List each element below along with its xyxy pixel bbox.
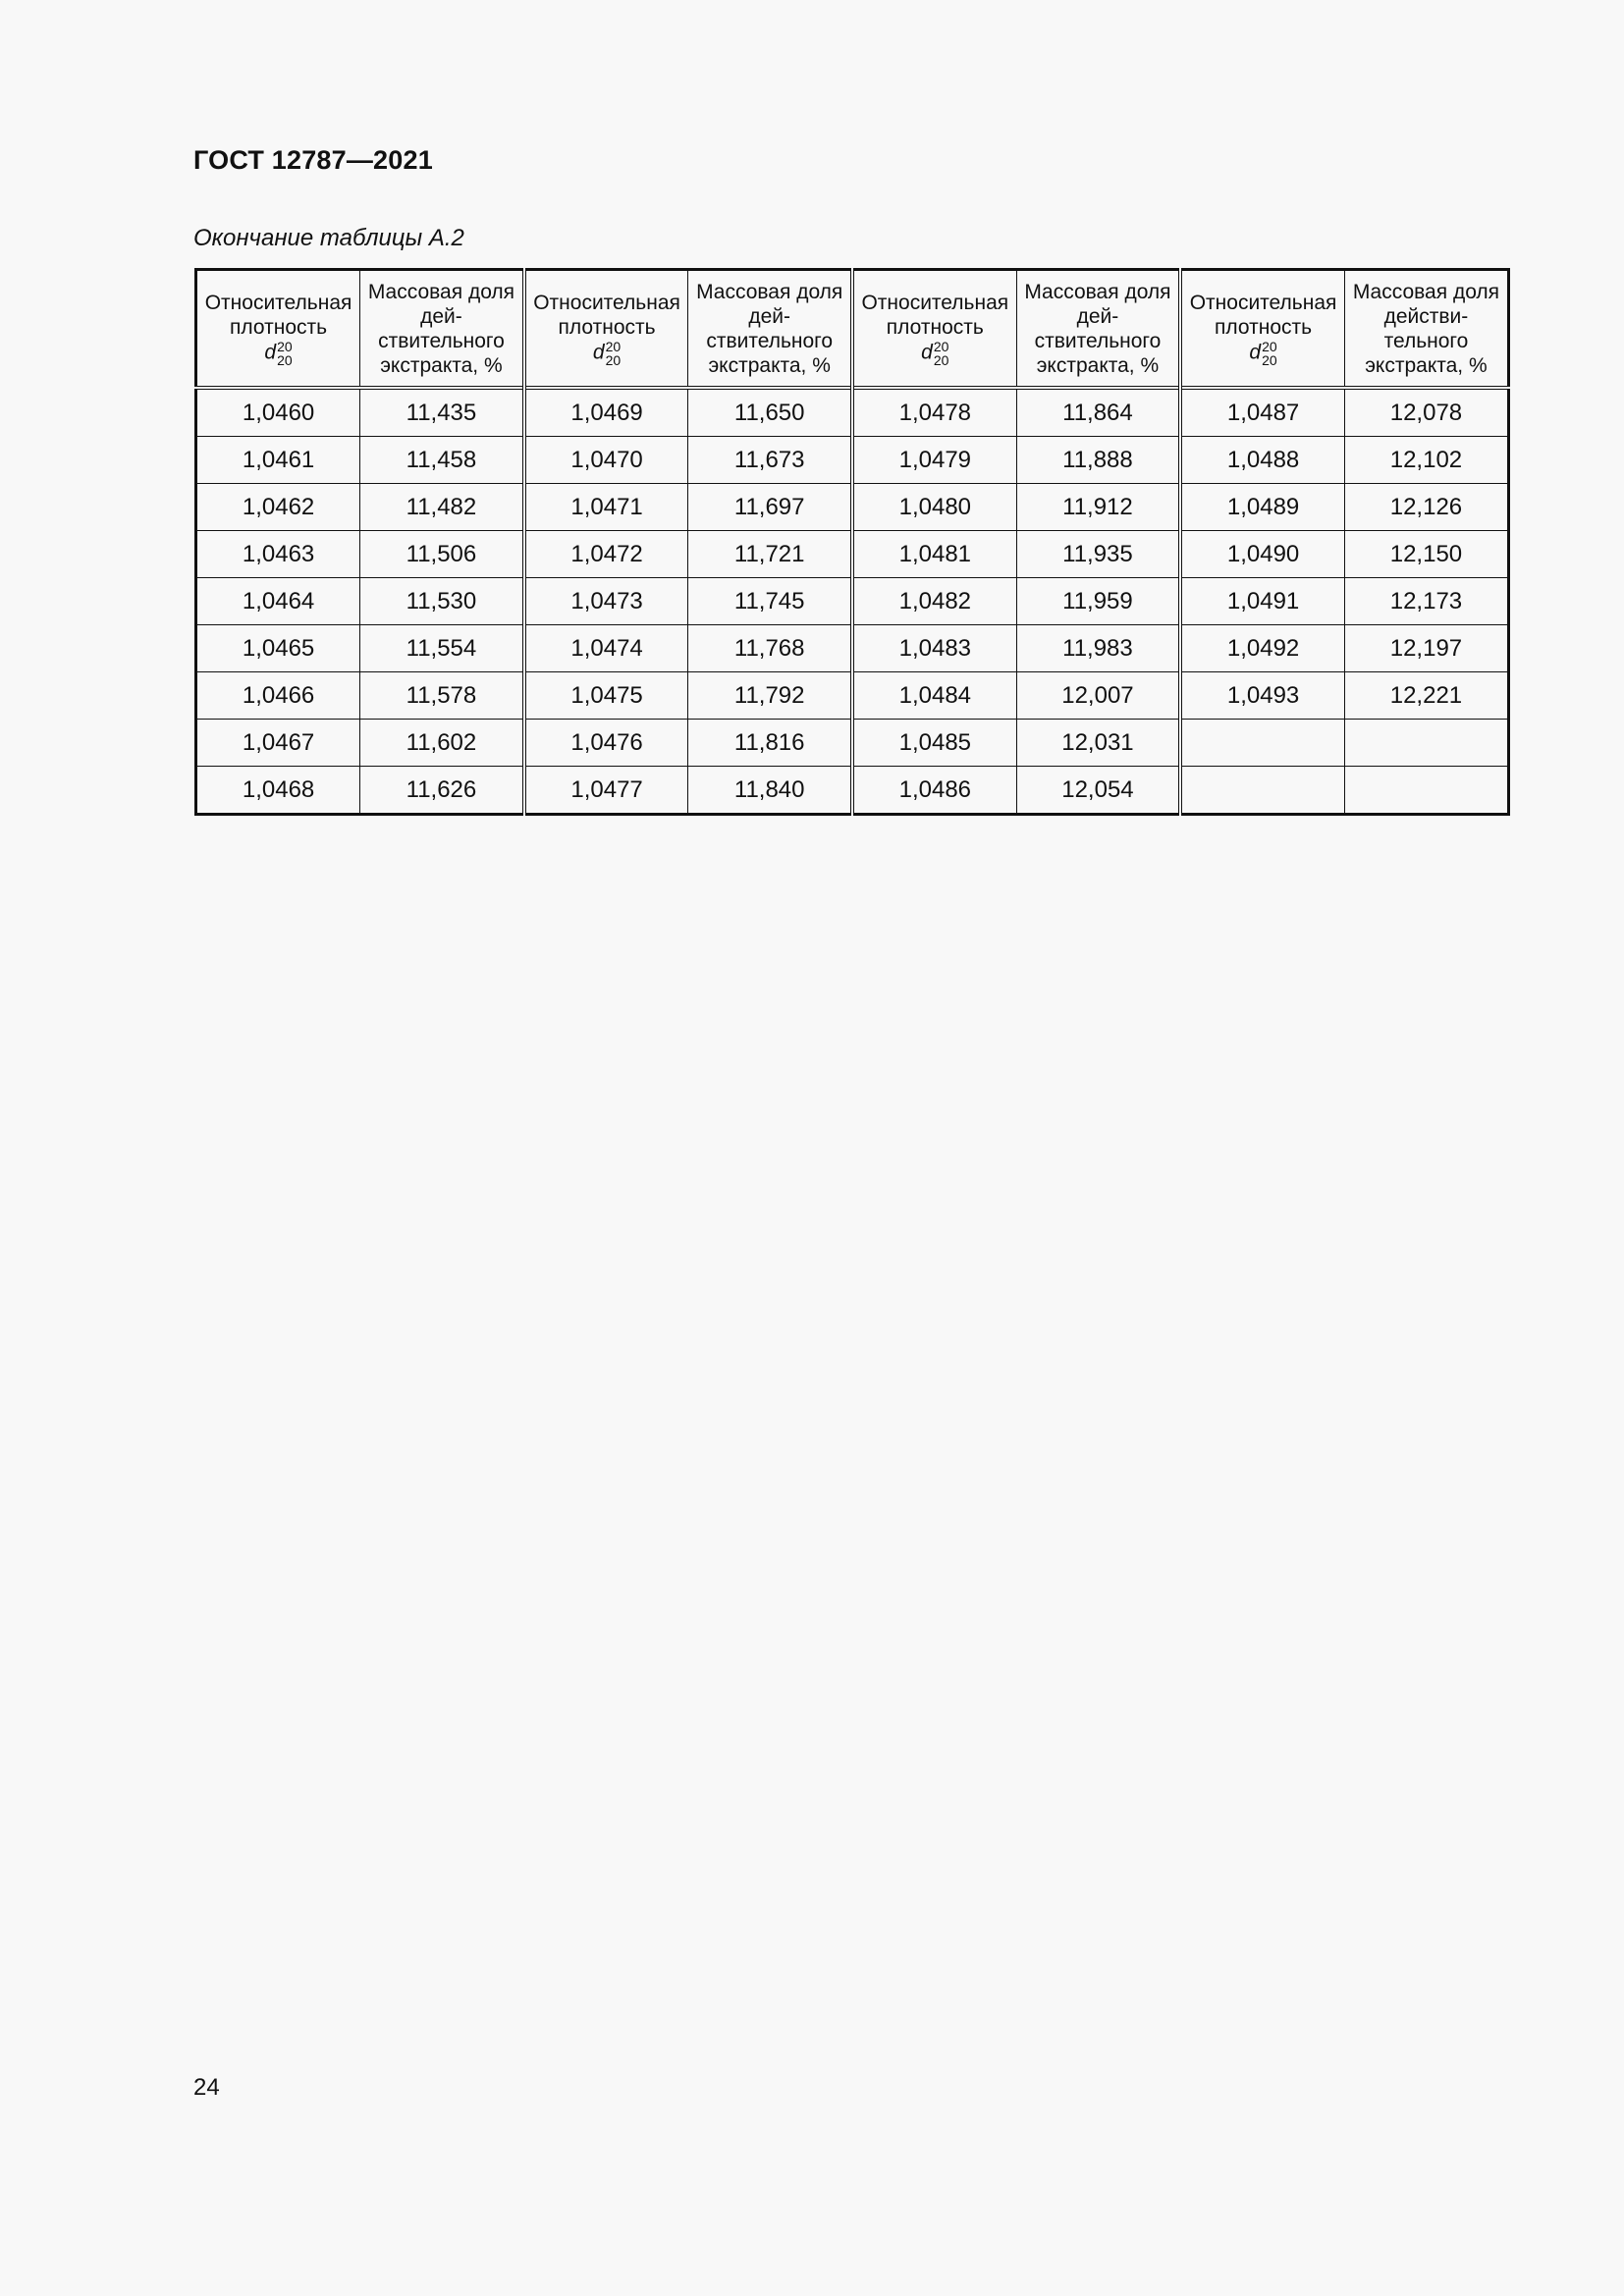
density-superscript: 20 [1262,338,1277,354]
density-cell: 1,0468 [196,767,360,815]
density-cell: 1,0479 [852,437,1016,484]
density-symbol-letter: d [1249,341,1262,364]
extract-cell: 11,530 [360,578,524,625]
density-cell: 1,0471 [524,484,688,531]
density-symbol-indices [277,340,293,367]
header-relative-density [1180,270,1344,389]
extract-cell: 12,102 [1344,437,1508,484]
density-cell: 1,0466 [196,672,360,720]
density-symbol-letter: d [592,341,605,364]
density-cell: 1,0465 [196,625,360,672]
header-line: Относительная [204,291,352,314]
extract-cell: 12,007 [1016,672,1180,720]
extract-cell: 11,458 [360,437,524,484]
density-cell: 1,0487 [1180,388,1344,437]
extract-cell: 12,221 [1344,672,1508,720]
extract-cell: 11,816 [688,720,852,767]
header-text: Массовая доля дей-ствительного экстракта, % [696,280,843,377]
extract-cell: 11,435 [360,388,524,437]
extract-cell: 11,721 [688,531,852,578]
extract-cell: 11,673 [688,437,852,484]
header-text: Массовая доля дей-ствительного экстракта, % [1024,280,1171,377]
density-symbol [921,340,948,367]
density-cell: 1,0464 [196,578,360,625]
extract-cell: 11,912 [1016,484,1180,531]
table-row [196,484,1509,531]
extract-cell: 11,697 [688,484,852,531]
extract-cell: 11,792 [688,672,852,720]
extract-cell: 11,840 [688,767,852,815]
extract-cell: 11,554 [360,625,524,672]
table-row [196,388,1509,437]
extract-cell: 11,864 [1016,388,1180,437]
density-symbol-letter: d [264,341,277,364]
page-number: 24 [193,2074,220,2101]
density-cell: 1,0493 [1180,672,1344,720]
table-row [196,531,1509,578]
density-cell: 1,0470 [524,437,688,484]
density-superscript: 20 [933,338,949,354]
density-symbol-indices [934,340,949,367]
density-cell: 1,0481 [852,531,1016,578]
density-cell: 1,0476 [524,720,688,767]
extract-cell: 11,506 [360,531,524,578]
density-cell: 1,0485 [852,720,1016,767]
density-symbol-letter: d [921,341,933,364]
table-row [196,437,1509,484]
extract-cell: 11,578 [360,672,524,720]
density-cell: 1,0488 [1180,437,1344,484]
extract-cell [1344,720,1508,767]
density-subscript: 20 [277,351,293,368]
header-mass-fraction [688,270,852,389]
extract-cell: 12,173 [1344,578,1508,625]
extract-cell: 11,768 [688,625,852,672]
density-subscript: 20 [605,351,622,368]
density-cell: 1,0461 [196,437,360,484]
density-cell: 1,0472 [524,531,688,578]
density-cell: 1,0477 [524,767,688,815]
density-cell: 1,0462 [196,484,360,531]
density-superscript: 20 [605,338,622,354]
extract-cell: 11,959 [1016,578,1180,625]
density-subscript: 20 [1262,351,1277,368]
extract-cell: 11,888 [1016,437,1180,484]
density-cell: 1,0460 [196,388,360,437]
header-text: Массовая доля дей-ствительного экстракта, % [367,280,515,377]
header-relative-density [196,270,360,389]
header-mass-fraction [1016,270,1180,389]
density-cell: 1,0482 [852,578,1016,625]
extract-cell: 11,745 [688,578,852,625]
header-mass-fraction [1344,270,1508,389]
extract-cell: 11,626 [360,767,524,815]
density-cell: 1,0467 [196,720,360,767]
extract-cell [1344,767,1508,815]
density-cell: 1,0484 [852,672,1016,720]
density-extract-table [194,268,1510,816]
extract-cell: 11,983 [1016,625,1180,672]
extract-cell: 12,197 [1344,625,1508,672]
density-subscript: 20 [933,351,949,368]
density-cell: 1,0469 [524,388,688,437]
table-header [196,270,1509,389]
table-row [196,578,1509,625]
density-cell [1180,720,1344,767]
density-symbol [1249,340,1276,367]
density-symbol [264,340,292,367]
extract-cell: 11,650 [688,388,852,437]
header-mass-fraction [360,270,524,389]
header-line: плотность [558,315,656,339]
extract-cell: 12,150 [1344,531,1508,578]
density-cell: 1,0486 [852,767,1016,815]
extract-cell: 11,602 [360,720,524,767]
density-cell [1180,767,1344,815]
density-cell: 1,0483 [852,625,1016,672]
density-cell: 1,0492 [1180,625,1344,672]
density-cell: 1,0490 [1180,531,1344,578]
density-superscript: 20 [277,338,293,354]
header-relative-density [524,270,688,389]
header-line: плотность [230,315,328,339]
density-symbol [593,340,621,367]
density-symbol-indices [1262,340,1277,367]
header-line: плотность [1215,315,1313,339]
density-cell: 1,0475 [524,672,688,720]
extract-cell: 12,054 [1016,767,1180,815]
density-cell: 1,0478 [852,388,1016,437]
table-row [196,672,1509,720]
table-caption: Окончание таблицы А.2 [193,225,464,251]
extract-cell: 12,078 [1344,388,1508,437]
table-row [196,720,1509,767]
density-cell: 1,0474 [524,625,688,672]
table-body [196,388,1509,815]
header-line: плотность [886,315,984,339]
header-line: Относительная [1189,291,1337,314]
extract-cell: 11,935 [1016,531,1180,578]
header-line: Относительная [533,291,680,314]
extract-cell: 11,482 [360,484,524,531]
density-cell: 1,0491 [1180,578,1344,625]
table-row [196,767,1509,815]
header-relative-density [852,270,1016,389]
extract-cell: 12,126 [1344,484,1508,531]
document-header: ГОСТ 12787—2021 [193,145,433,175]
header-line: Относительная [861,291,1009,314]
density-cell: 1,0489 [1180,484,1344,531]
density-symbol-indices [606,340,622,367]
header-row [196,270,1509,389]
density-cell: 1,0463 [196,531,360,578]
extract-cell: 12,031 [1016,720,1180,767]
density-cell: 1,0473 [524,578,688,625]
table-row [196,625,1509,672]
density-cell: 1,0480 [852,484,1016,531]
header-text: Массовая доля действи-тельного экстракта, % [1352,280,1500,377]
